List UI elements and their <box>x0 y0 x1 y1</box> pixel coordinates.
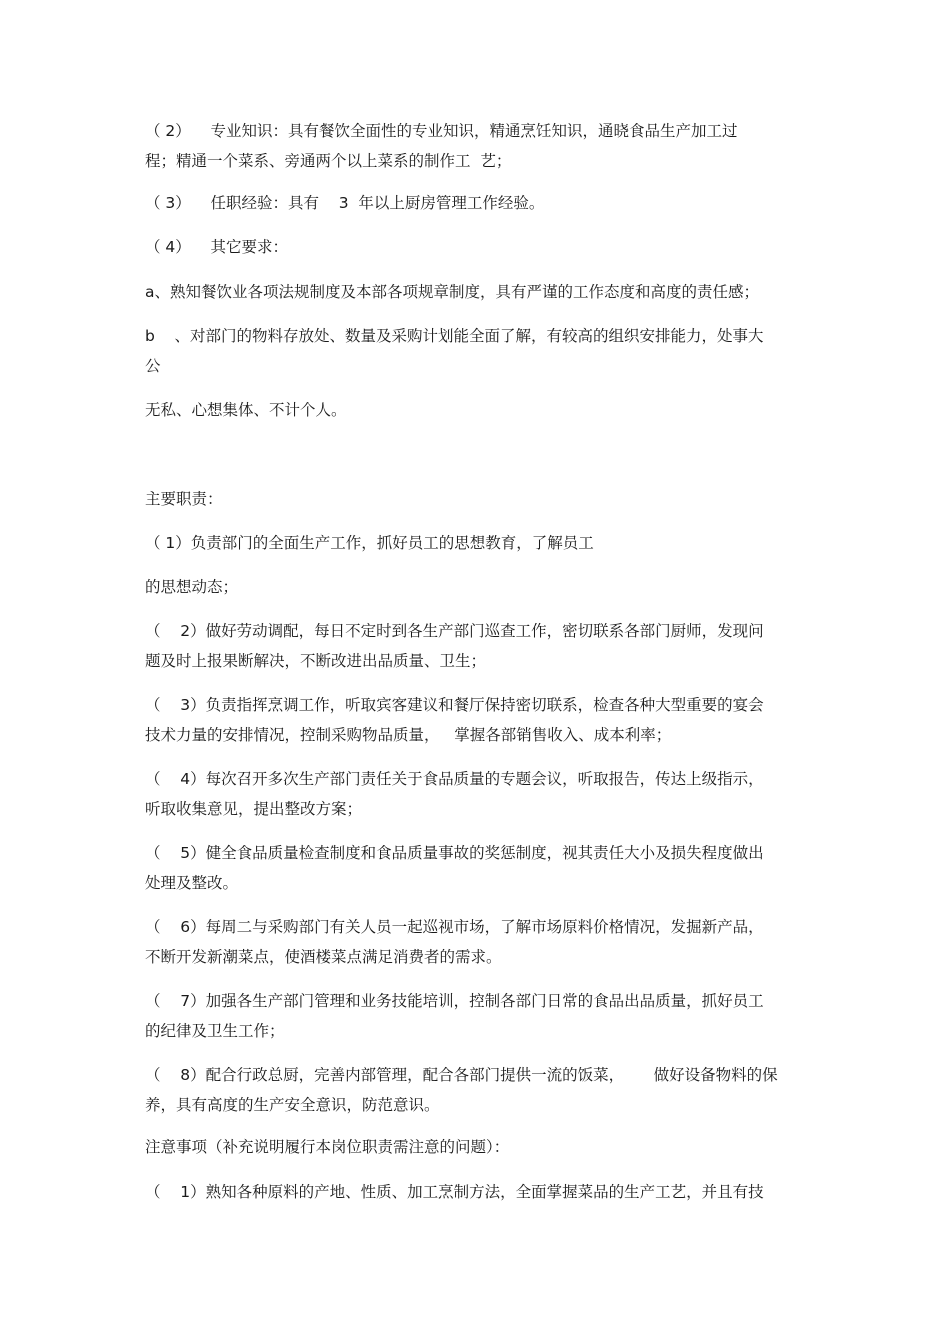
text-line: 的纪律及卫生工作； <box>145 1022 285 1040</box>
text-line: （ 2）做好劳动调配，每日不定时到各生产部门巡查工作，密切联系各部门厨师，发现问 <box>145 622 764 640</box>
text-line: 技术力量的安排情况，控制采购物品质量， 掌握各部销售收入、成本利率； <box>145 726 672 744</box>
text-line: 无私、心想集体、不计个人。 <box>145 401 347 419</box>
text-line: 听取收集意见，提出整改方案； <box>145 800 363 818</box>
text-line: （ 7）加强各生产部门管理和业务技能培训，控制各部门日常的食品出品质量，抓好员工 <box>145 992 764 1010</box>
section-heading: 主要职责： <box>145 490 223 508</box>
text-line: a、熟知餐饮业各项法规制度及本部各项规章制度，具有严谨的工作态度和高度的责任感； <box>145 283 760 301</box>
text-line: 不断开发新潮菜点，使酒楼菜点满足消费者的需求。 <box>145 948 502 966</box>
text-line: b 、对部门的物料存放处、数量及采购计划能全面了解，有较高的组织安排能力，处事大 <box>145 327 764 345</box>
text-line: （ 1）负责部门的全面生产工作，抓好员工的思想教育，了解员工 <box>145 534 594 552</box>
text-line: 的思想动态； <box>145 578 239 596</box>
text-line: 程；精通一个菜系、旁通两个以上菜系的制作工 艺； <box>145 152 512 170</box>
text-line: （ 1）熟知各种原料的产地、性质、加工烹制方法，全面掌握菜品的生产工艺，并且有技 <box>145 1183 764 1201</box>
text-line: （ 8）配合行政总厨，完善内部管理，配合各部门提供一流的饭菜， 做好设备物料的保 <box>145 1066 778 1084</box>
section-heading: 注意事项（补充说明履行本岗位职责需注意的问题）： <box>145 1138 510 1156</box>
text-line: （ 6）每周二与采购部门有关人员一起巡视市场，了解市场原料价格情况，发掘新产品， <box>145 918 764 936</box>
text-line: （ 3） 任职经验：具有 3 年以上厨房管理工作经验。 <box>145 194 545 212</box>
text-line: （ 4） 其它要求： <box>145 238 288 256</box>
text-line: 养，具有高度的生产安全意识，防范意识。 <box>145 1096 440 1114</box>
text-line: （ 2） 专业知识：具有餐饮全面性的专业知识，精通烹饪知识，通晓食品生产加工过 <box>145 122 738 140</box>
text-line: （ 5）健全食品质量检查制度和食品质量事故的奖惩制度，视其责任大小及损失程度做出 <box>145 844 764 862</box>
text-line: 公 <box>145 357 161 375</box>
text-line: 题及时上报果断解决，不断改进出品质量、卫生； <box>145 652 487 670</box>
text-line: （ 3）负责指挥烹调工作，听取宾客建议和餐厅保持密切联系，检查各种大型重要的宴会 <box>145 696 764 714</box>
text-line: 处理及整改。 <box>145 874 239 892</box>
text-line: （ 4）每次召开多次生产部门责任关于食品质量的专题会议，听取报告，传达上级指示， <box>145 770 764 788</box>
